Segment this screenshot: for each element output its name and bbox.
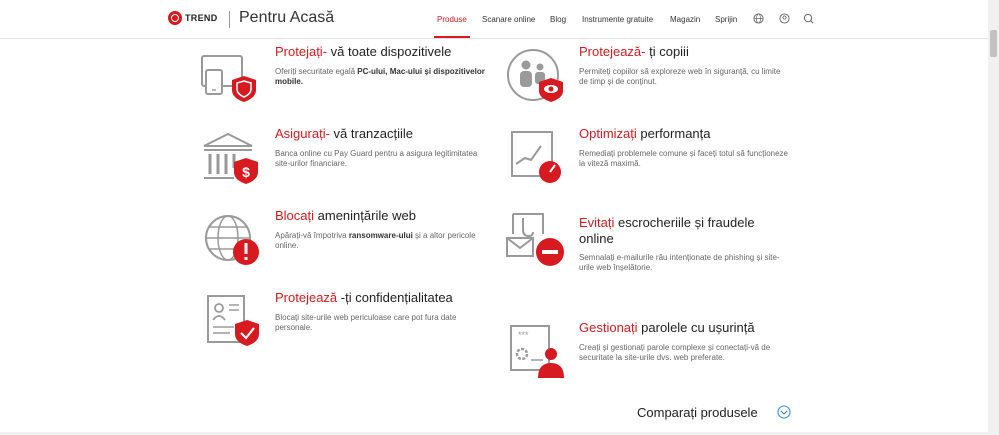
phishing-block-icon xyxy=(503,210,569,270)
logo-text: TREND xyxy=(185,13,218,23)
feature-title-hl: Gestionați xyxy=(579,320,638,335)
feature-title-hl: Asigurați- xyxy=(275,126,330,141)
site-header xyxy=(0,0,988,39)
feature-title-bank xyxy=(275,126,413,142)
desc-text-end: și a altor pericole online. xyxy=(275,231,476,250)
feature-desc-passwords: Creați și gestionați parole complexe și conectați-vă de securitate la site-urile dvs. web preferate. xyxy=(579,343,771,362)
password-user-icon xyxy=(509,324,571,380)
feature-desc-bank: Banca online cu Pay Guard pentru a asigura legitimitatea site-urilor financiare. xyxy=(275,149,478,168)
scrollbar-thumb[interactable] xyxy=(990,30,997,57)
family-eye-icon xyxy=(505,48,567,104)
performance-gauge-icon xyxy=(505,128,567,184)
feature-title-hl: Protejați- xyxy=(275,44,328,59)
site-name[interactable]: Pentru Acasă xyxy=(239,9,335,26)
desc-text: Apărați-vă împotriva xyxy=(275,231,349,240)
desc-bold: ransomware-ului xyxy=(348,231,413,240)
feature-title-scams xyxy=(579,215,779,247)
feature-title-rest: parolele cu ușurință xyxy=(637,320,755,335)
feature-desc-performance: Remediați problemele comune și faceți totul să funcționeze la viteză maximă. xyxy=(579,149,788,168)
globe-icon[interactable] xyxy=(753,13,764,24)
nav-sprijin[interactable]: Sprijin xyxy=(715,15,738,24)
feature-title-rest: ți copiii xyxy=(645,44,689,59)
chevron-down-circle-icon[interactable] xyxy=(777,405,791,419)
page-scrollbar[interactable] xyxy=(988,0,999,435)
globe-alert-icon xyxy=(202,212,264,268)
feature-title-rest: performanța xyxy=(636,126,711,141)
active-nav-underline xyxy=(434,36,470,38)
feature-title-privacy xyxy=(275,290,453,306)
feature-title-hl: Protejează xyxy=(275,290,338,305)
feature-title-hl: Protejează- xyxy=(579,44,646,59)
bank-dollar-icon xyxy=(200,130,262,186)
feature-title-devices xyxy=(275,44,451,60)
feature-desc-privacy: Blocați site-urile web periculoase care pot fura date personale. xyxy=(275,313,457,332)
search-icon[interactable] xyxy=(803,13,814,24)
nav-scanare-online[interactable]: Scanare online xyxy=(482,15,536,24)
feature-title-rest: vă toate dispozitivele xyxy=(327,44,452,59)
compare-products-link[interactable]: Comparați produsele xyxy=(637,405,758,420)
feature-title-passwords xyxy=(579,320,755,336)
trend-logo[interactable] xyxy=(168,11,218,25)
svg-text:***: *** xyxy=(518,330,529,340)
feature-title-hl: Evitați xyxy=(579,215,615,230)
nav-magazin[interactable]: Magazin xyxy=(670,15,701,24)
feature-title-rest: -ți confidențialitatea xyxy=(337,290,453,305)
feature-desc-scams: Semnalați e-mailurile rău intenționate de phishing și site-urile web înșelătorie. xyxy=(579,253,780,272)
feature-title-performance xyxy=(579,126,711,142)
feature-title-rest: escrocheriile și fraudele online xyxy=(579,215,755,246)
logo-divider xyxy=(229,11,230,28)
desc-text: Oferiți securitate egală xyxy=(275,67,358,76)
svg-text:$: $ xyxy=(242,164,250,180)
feature-title-hl: Blocați xyxy=(275,208,315,223)
nav-blog[interactable]: Blog xyxy=(550,15,567,24)
desc-bold: PC-ului, Mac-ului și dispozitivelor mobile. xyxy=(275,67,485,86)
feature-title-kids xyxy=(579,44,689,60)
nav-instrumente-gratuite[interactable]: Instrumente gratuite xyxy=(582,15,654,24)
feature-title-rest: amenințările web xyxy=(314,208,416,223)
id-check-icon xyxy=(204,294,266,350)
devices-shield-icon xyxy=(198,52,260,104)
user-icon[interactable] xyxy=(779,13,790,24)
feature-title-web-threats xyxy=(275,208,416,224)
feature-desc-kids: Permiteți copiilor să exploreze web în siguranță, cu limite de timp și de conținut. xyxy=(579,67,781,86)
feature-desc-devices xyxy=(275,67,485,87)
feature-title-hl: Optimizați xyxy=(579,126,637,141)
nav-produse[interactable]: Produse xyxy=(437,15,467,24)
feature-desc-web-threats xyxy=(275,231,485,251)
feature-title-rest: vă tranzacțiile xyxy=(329,126,414,141)
trend-logo-icon xyxy=(168,11,182,25)
